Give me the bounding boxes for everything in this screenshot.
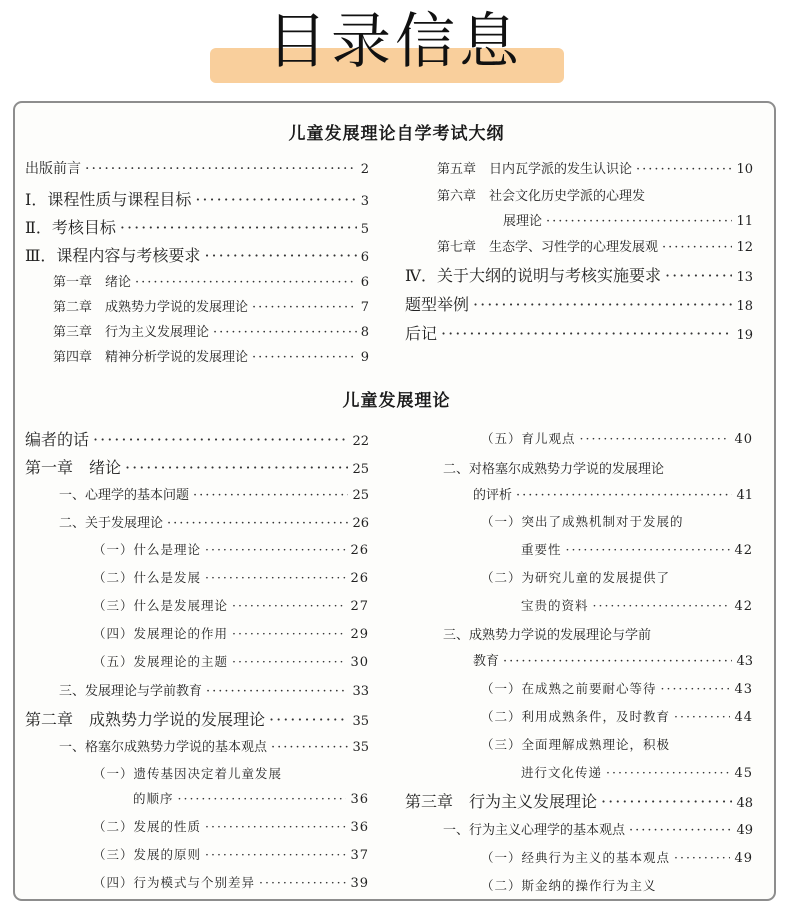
- toc-entry: 二、关于发展理论 ····· 26: [59, 512, 369, 531]
- toc-entry: 第三章 行为主义发展理论 ····· 8: [53, 321, 369, 340]
- toc-entry: 一、心理学的基本问题 ····· 25: [59, 484, 369, 503]
- toc-entry: （二）斯金纳的操作行为主义: [481, 878, 657, 893]
- toc-entry: Ⅰ．课程性质与课程目标 ····· 3: [25, 187, 369, 210]
- toc-entry: 编者的话 ····· 22: [25, 427, 369, 450]
- toc-entry: 第二章 成熟势力学说的发展理论 ····· 7: [53, 296, 369, 315]
- toc-entry: （一）经典行为主义的基本观点 ····· 49: [481, 848, 753, 866]
- toc-entry-line1: （一）遗传基因决定着儿童发展: [93, 766, 283, 781]
- page-header: [0, 0, 790, 95]
- toc-entry: 的顺序 ····· 36: [133, 789, 369, 807]
- toc-entry: 一、格塞尔成熟势力学说的基本观点 ····· 35: [59, 736, 369, 755]
- toc-entry: （一）在成熟之前要耐心等待 ····· 43: [481, 679, 753, 697]
- toc-entry-line1: （三）全面理解成熟理论，积极: [481, 737, 671, 752]
- toc-entry: （一）什么是理论 ····· 26: [93, 540, 369, 558]
- toc-entry: 后记 ····· 19: [405, 321, 753, 344]
- toc-entry: （三）什么是发展理论 ····· 27: [93, 596, 369, 614]
- toc-entry: 第四章 精神分析学说的发展理论 ····· 9: [53, 346, 369, 365]
- toc-entry: 展理论 ····· 11: [503, 210, 753, 229]
- toc-entry: （二）什么是发展 ····· 26: [93, 568, 369, 586]
- toc-entry: （五）育儿观点 ····· 40: [481, 429, 753, 447]
- toc-entry: 第二章 成熟势力学说的发展理论 ····· 35: [25, 707, 369, 730]
- toc-entry-line1: 第六章 社会文化历史学派的心理发: [437, 189, 646, 204]
- toc-entry-line1: 二、对格塞尔成熟势力学说的发展理论: [443, 462, 665, 477]
- toc-entry: Ⅱ．考核目标 ····· 5: [25, 215, 369, 238]
- toc-entry: （四）行为模式与个别差异 ····· 39: [93, 873, 369, 891]
- toc-entry: （四）发展理论的作用 ····· 29: [93, 624, 369, 642]
- page-title: 目录信息: [267, 7, 523, 77]
- toc-entry: 教育 ····· 43: [473, 650, 753, 669]
- toc-entry: （五）发展理论的主题 ····· 30: [93, 652, 369, 670]
- toc-entry: 重要性 ····· 42: [521, 540, 753, 558]
- toc-entry: （二）发展的性质 ····· 36: [93, 817, 369, 835]
- book-title: 儿童发展理论: [342, 391, 451, 411]
- toc-entry-line1: （二）为研究儿童的发展提供了: [481, 570, 671, 585]
- toc-entry: 一、行为主义心理学的基本观点 ····· 49: [443, 819, 753, 838]
- toc-entry: （二）利用成熟条件，及时教育 ····· 44: [481, 707, 753, 725]
- toc-entry-line1: 三、成熟势力学说的发展理论与学前: [443, 628, 652, 643]
- toc-entry: 第五章 日内瓦学派的发生认识论 ····· 10: [437, 158, 753, 177]
- toc-entry: 第一章 绪论 ····· 6: [53, 271, 369, 290]
- toc-entry: （三）发展的原则 ····· 37: [93, 845, 369, 863]
- toc-entry: 题型举例 ····· 18: [405, 292, 753, 315]
- toc-entry-line1: （一）突出了成熟机制对于发展的: [481, 514, 684, 529]
- outline-title: 儿童发展理论自学考试大纲: [288, 124, 505, 144]
- toc-entry: 三、发展理论与学前教育 ····· 33: [59, 680, 369, 699]
- toc-entry: Ⅲ．课程内容与考核要求 ····· 6: [25, 243, 369, 266]
- toc-entry: 出版前言 ····· 2: [25, 158, 369, 178]
- toc-entry: 宝贵的资料 ····· 42: [521, 596, 753, 614]
- toc-entry: 进行文化传递 ····· 45: [521, 763, 753, 781]
- toc-entry: 第三章 行为主义发展理论 ····· 48: [405, 789, 753, 812]
- toc-entry: 第七章 生态学、习性学的心理发展观 ····· 12: [437, 236, 753, 255]
- toc-entry: 的评析 ····· 41: [473, 484, 753, 503]
- toc-entry: 第一章 绪论 ····· 25: [25, 455, 369, 478]
- toc-entry: Ⅳ．关于大纲的说明与考核实施要求 ····· 13: [405, 263, 753, 286]
- toc-panel: [13, 101, 776, 901]
